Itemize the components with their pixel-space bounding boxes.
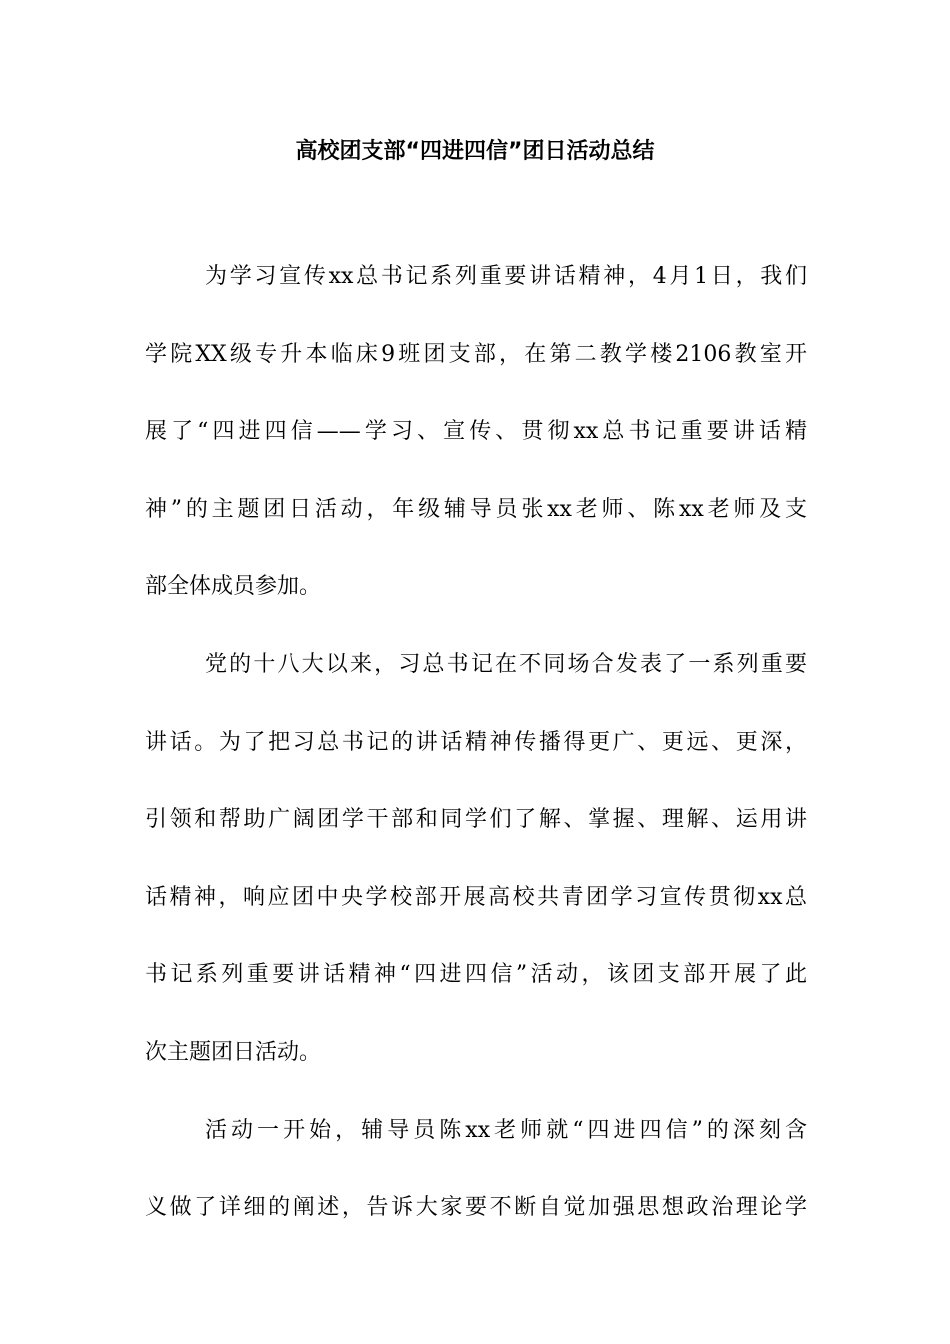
text-line: 次主题团日活动。 xyxy=(145,1039,322,1065)
text-line: 讲话。为了把习总书记的讲话精神传播得更广、更远、更深， xyxy=(145,729,807,755)
text-line: 展了“四进四信——学习、宣传、贯彻xx总书记重要讲话精 xyxy=(145,419,807,445)
document-body xyxy=(145,255,807,1264)
text-line: 话精神，响应团中央学校部开展高校共青团学习宣传贯彻xx总 xyxy=(145,884,807,910)
text-line: 学院XX级专升本临床9班团支部，在第二教学楼2106教室开 xyxy=(145,341,807,367)
text-line: 活动一开始，辅导员陈xx老师就“四进四信”的深刻含 xyxy=(205,1117,807,1143)
text-line: 为学习宣传xx总书记系列重要讲话精神，4月1日，我们 xyxy=(205,264,807,289)
text-line: 党的十八大以来，习总书记在不同场合发表了一系列重要 xyxy=(205,651,807,677)
text-line: 引领和帮助广阔团学干部和同学们了解、掌握、理解、运用讲 xyxy=(145,807,807,833)
text-line: 书记系列重要讲话精神“四进四信”活动，该团支部开展了此 xyxy=(145,962,807,988)
text-line: 义做了详细的阐述，告诉大家要不断自觉加强思想政治理论学 xyxy=(145,1195,807,1221)
text-line: 部全体成员参加。 xyxy=(145,574,322,600)
text-line: 神”的主题团日活动，年级辅导员张xx老师、陈xx老师及支 xyxy=(145,496,807,522)
document-title: 高校团支部“四进四信”团日活动总结 xyxy=(295,139,655,164)
